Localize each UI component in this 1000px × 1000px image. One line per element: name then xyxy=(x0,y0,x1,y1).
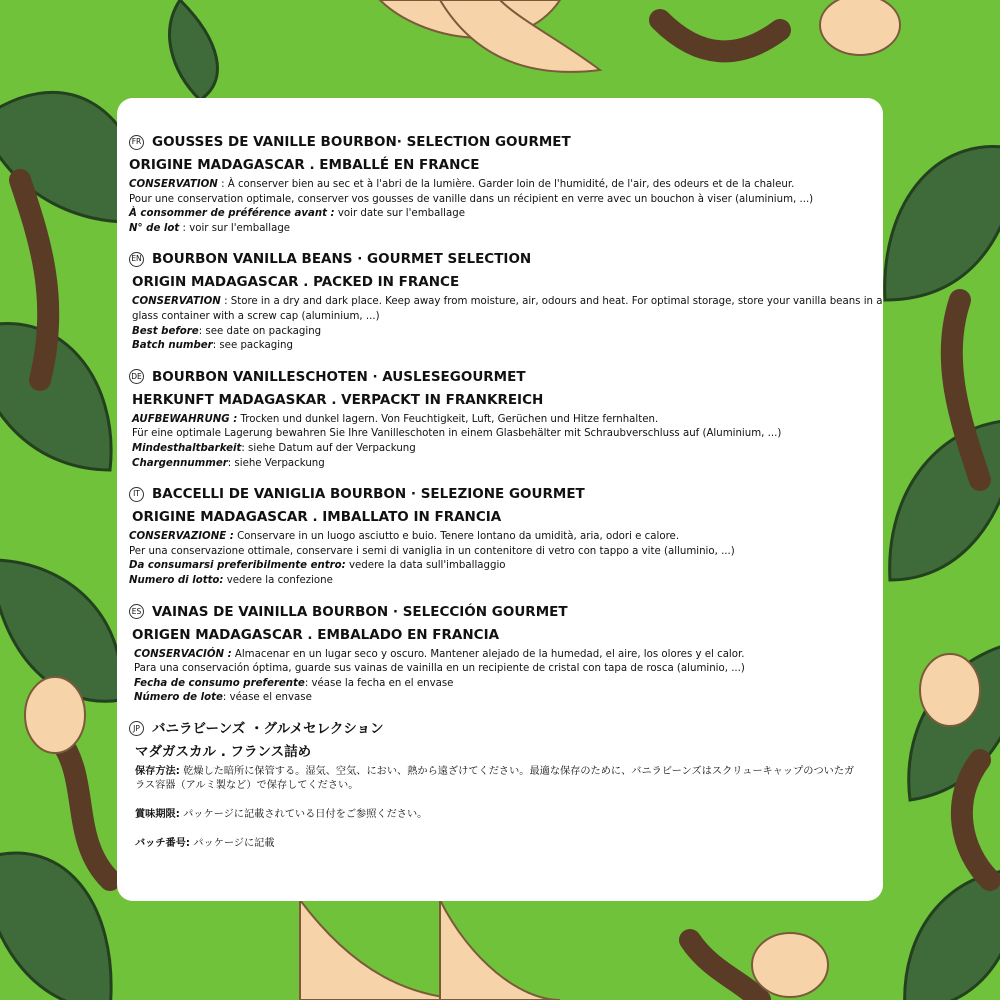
section-title xyxy=(129,720,873,738)
title-text: VAINAS DE VAINILLA BOURBON · SELECCIÓN GOURMET xyxy=(152,603,568,620)
language-badge: FR xyxy=(129,135,144,150)
section-subtitle: ORIGINE MADAGASCAR . IMBALLATO IN FRANCIA xyxy=(132,509,502,526)
info-card xyxy=(117,98,883,901)
section-es xyxy=(129,603,873,706)
section-body: 保存方法: 乾燥した暗所に保管する。湿気、空気、におい、熱から遠ざけてください。最適な保存のために、バニラビーンズはスクリューキャップのついたガラス容器（アルミ製など）で保存してください。 賞味期限: パッケージに記載されている日付をご参照ください。 バッチ番号: パッケージに記載 xyxy=(135,765,855,849)
language-badge: IT xyxy=(129,487,144,502)
language-badge: JP xyxy=(129,721,144,736)
section-body: CONSERVAZIONE : Conservare in un luogo asciutto e buio. Tenere lontano da umidità, aria, odori e calore. Per una conservazione ottimale, conservare i semi di vaniglia in un contenitore di vetro con tappo a vite (alluminio, ...) Da consumarsi preferibilmente entro: vedere la data sull'imballaggio Numero di lotto: vedere la confezione xyxy=(129,531,735,586)
language-badge: DE xyxy=(129,369,144,384)
section-title xyxy=(129,485,873,503)
section-title xyxy=(129,133,873,151)
section-title xyxy=(129,250,873,268)
section-fr xyxy=(129,133,873,236)
section-subtitle: ORIGIN MADAGASCAR . PACKED IN FRANCE xyxy=(132,274,460,291)
section-body: CONSERVACIÓN : Almacenar en un lugar seco y oscuro. Mantener alejado de la humedad, el aire, los olores y el calor. Para una conservación óptima, guarde sus vainas de vainilla en un recipiente de cristal con tapa de rosca (aluminio, ...) Fecha de consumo preferente: véase la fecha en el envase Número de lote: véase el envase xyxy=(134,648,745,704)
title-text: BOURBON VANILLA BEANS · GOURMET SELECTION xyxy=(152,251,532,268)
section-body: AUFBEWAHRUNG : Trocken und dunkel lagern. Von Feuchtigkeit, Luft, Gerüchen und Hitze fernhalten. Für eine optimale Lagerung bewahren Sie Ihre Vanilleschoten in einem Glasbehälter mit Schraubverschluss auf (Aluminium, ...) Mindesthaltbarkeit: siehe Datum auf der Verpackung Chargennummer: siehe Verpackung xyxy=(132,413,782,469)
section-en xyxy=(129,250,883,353)
section-subtitle: HERKUNFT MADAGASKAR . VERPACKT IN FRANKREICH xyxy=(132,391,544,408)
title-text: BOURBON VANILLESCHOTEN · AUSLESEGOURMET xyxy=(152,368,526,385)
section-subtitle: マダガスカル . フランス詰め xyxy=(135,743,312,760)
language-badge: EN xyxy=(129,252,144,267)
section-title xyxy=(129,603,873,621)
section-body: CONSERVATION : À conserver bien au sec et à l'abri de la lumière. Garder loin de l'humidité, de l'air, des odeurs et de la chaleur. Pour une conservation optimale, conserver vos gousses de vanille dans un récipient en verre avec un bouchon à viser (aluminium, ...) À consommer de préférence avant : voir date sur l'emballage N° de lot : voir sur l'emballage xyxy=(129,179,814,234)
section-subtitle: ORIGINE MADAGASCAR . EMBALLÉ EN FRANCE xyxy=(129,157,480,173)
title-text: バニラビーンズ ・グルメセレクション xyxy=(152,720,384,737)
section-jp xyxy=(129,720,873,851)
section-it xyxy=(129,485,873,588)
section-de xyxy=(129,368,873,471)
title-text: BACCELLI DE VANIGLIA BOURBON · SELEZIONE GOURMET xyxy=(152,486,585,503)
title-text: GOUSSES DE VANILLE BOURBON· SELECTION GOURMET xyxy=(152,134,571,150)
section-title xyxy=(129,368,873,386)
language-badge: ES xyxy=(129,604,144,619)
section-subtitle: ORIGEN MADAGASCAR . EMBALADO EN FRANCIA xyxy=(132,626,500,643)
section-body: CONSERVATION : Store in a dry and dark place. Keep away from moisture, air, odours and heat. For optimal storage, store your vanilla beans in a glass container with a screw cap (aluminium, ...) Best before: see date on packaging Batch number: see packaging xyxy=(132,296,883,352)
